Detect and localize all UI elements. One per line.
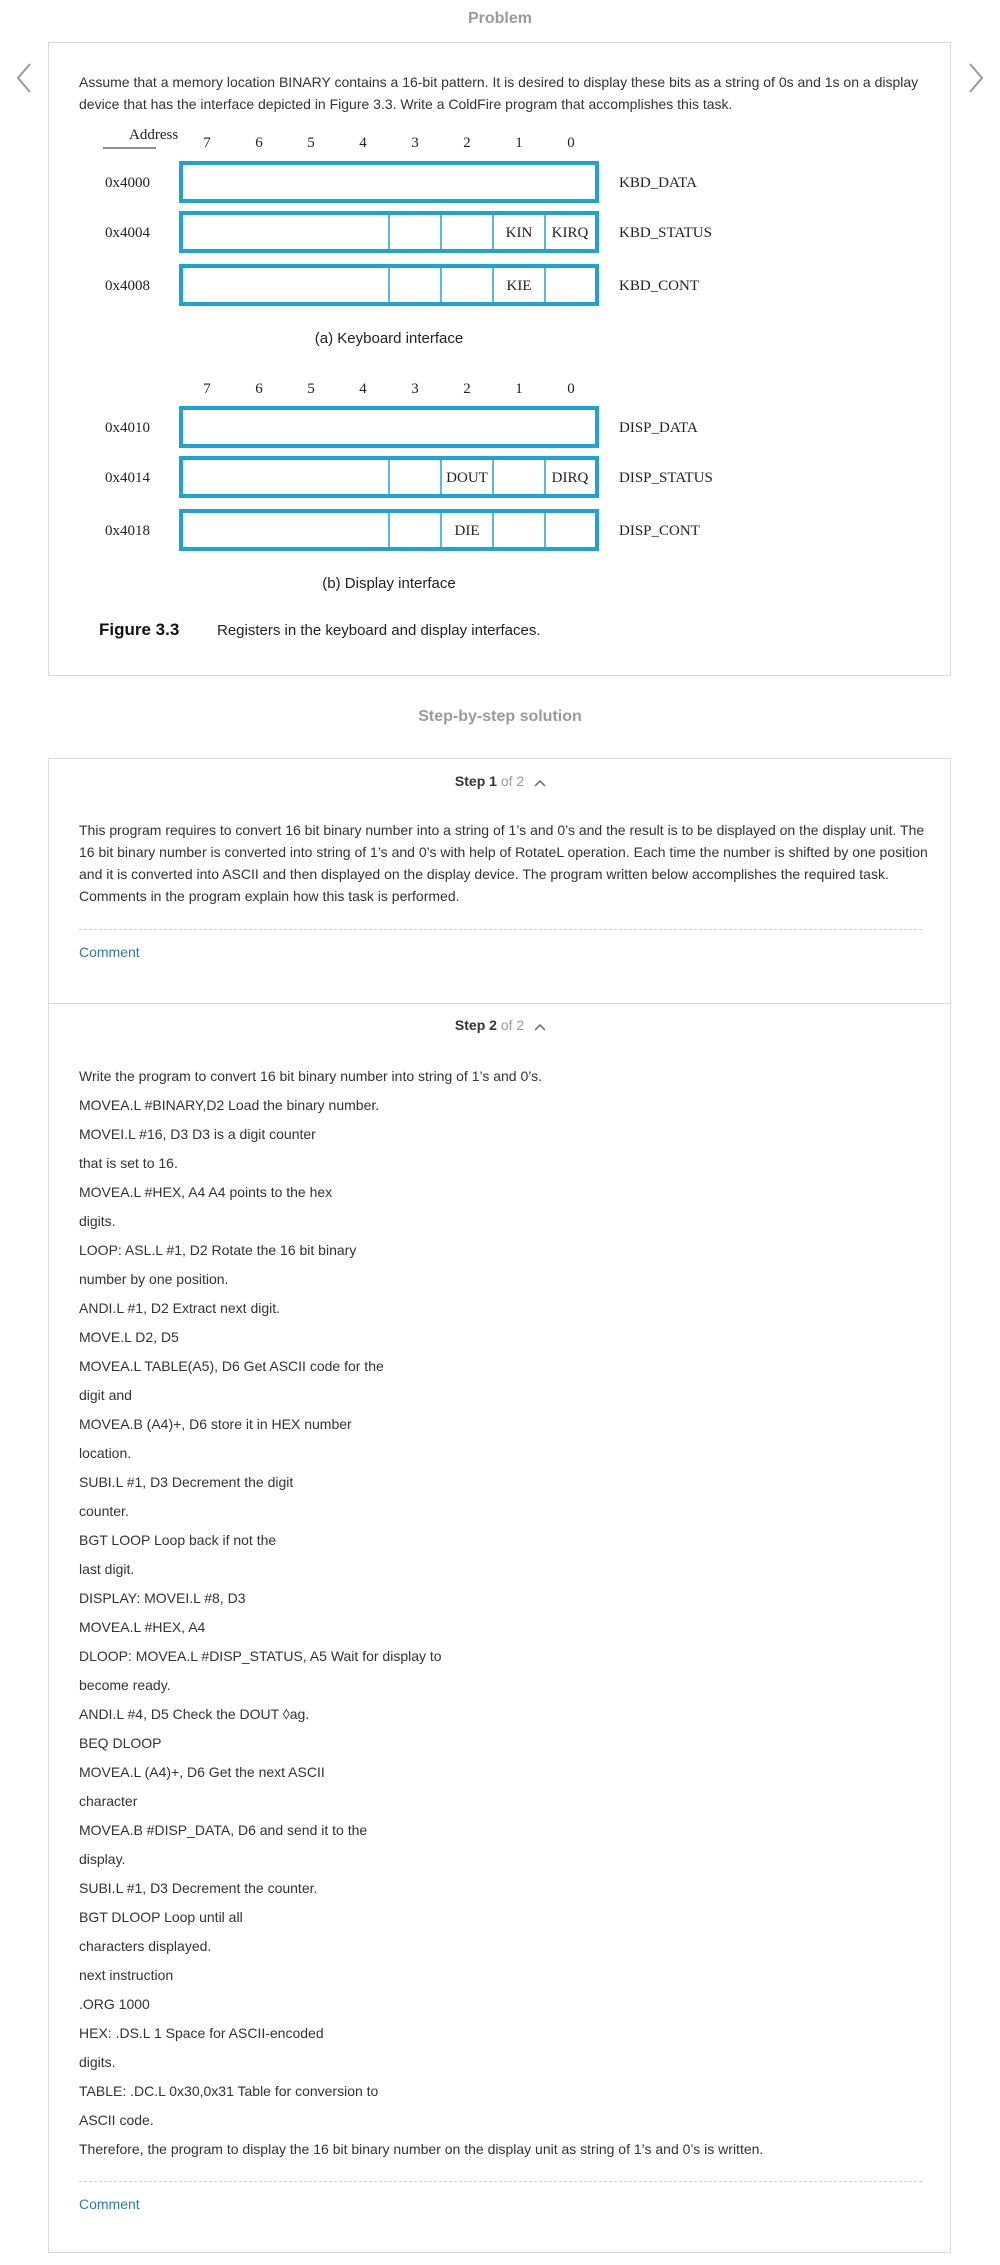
- code-line: BEQ DLOOP: [79, 1735, 162, 1751]
- bit-label: 4: [359, 381, 367, 397]
- previous-arrow-icon[interactable]: [12, 60, 36, 96]
- code-line: MOVE.L D2, D5: [79, 1329, 179, 1345]
- code-line: character: [79, 1793, 138, 1809]
- step-2-conclusion: Therefore, the program to display the 16 bit binary number on the display unit as string of 1’s and 0’s is written.: [79, 2141, 764, 2157]
- code-line: next instruction: [79, 1967, 174, 1983]
- code-line: MOVEA.L #BINARY,D2 Load the binary number.: [79, 1097, 380, 1113]
- display-bit-labels: [203, 381, 575, 397]
- code-line: MOVEA.B #DISP_DATA, D6 and send it to the: [79, 1822, 368, 1838]
- code-line: LOOP: ASL.L #1, D2 Rotate the 16 bit binary: [79, 1242, 357, 1258]
- code-line: HEX: .DS.L 1 Space for ASCII-encoded: [79, 2025, 324, 2041]
- code-line: DLOOP: MOVEA.L #DISP_STATUS, A5 Wait for display to: [79, 1648, 442, 1664]
- code-line: ASCII code.: [79, 2112, 154, 2128]
- register-box-kbd-data: [181, 163, 597, 201]
- register-name: KBD_CONT: [619, 278, 700, 294]
- code-line: display.: [79, 1851, 126, 1867]
- code-line: become ready.: [79, 1677, 171, 1693]
- bit-label: 0: [567, 135, 575, 151]
- bit-label: 1: [515, 381, 523, 397]
- step-1-text: This program requires to convert 16 bit binary number into a string of 1’s and 0’s and the result is to be displayed on the display unit. The 16 bit binary number is converted into string of 1’s and 0’s with help of RotateL operation. Each time the number is shifted by one position and it is converted into ASCII and then displayed on the display device. The program written below accomplishes the required task. Comments in the program explain how this task is performed.: [79, 822, 928, 904]
- bit-label: 0: [567, 381, 575, 397]
- register-address: 0x4014: [105, 470, 150, 486]
- bit-label: 1: [515, 135, 523, 151]
- cell-label: KIN: [505, 225, 533, 241]
- step-of-label: of 2: [500, 1017, 525, 1033]
- cell-label: DOUT: [446, 470, 488, 486]
- register-figure: [49, 43, 952, 677]
- step-1-comment-link[interactable]: Comment: [79, 944, 140, 960]
- code-line: MOVEI.L #16, D3 D3 is a digit counter: [79, 1126, 316, 1142]
- register-address: 0x4018: [105, 523, 150, 539]
- bit-label: 3: [411, 381, 419, 397]
- code-line: digits.: [79, 2054, 116, 2070]
- cell-label: DIE: [454, 523, 480, 539]
- solution-card: [48, 758, 951, 2253]
- code-line: SUBI.L #1, D3 Decrement the counter.: [79, 1880, 318, 1896]
- code-line: number by one position.: [79, 1271, 229, 1287]
- chevron-up-icon[interactable]: [534, 774, 546, 790]
- code-line: MOVEA.B (A4)+, D6 store it in HEX number: [79, 1416, 352, 1432]
- register-address: 0x4004: [105, 225, 150, 241]
- register-name: DISP_DATA: [619, 420, 698, 436]
- keyboard-caption: (a) Keyboard interface: [314, 330, 464, 347]
- register-name: DISP_CONT: [619, 523, 700, 539]
- bit-label: 6: [255, 135, 263, 151]
- next-arrow-icon[interactable]: [964, 60, 988, 96]
- bit-label: 5: [307, 135, 315, 151]
- code-line: DISPLAY: MOVEI.L #8, D3: [79, 1590, 246, 1606]
- code-line: that is set to 16.: [79, 1155, 178, 1171]
- figure-caption: Registers in the keyboard and display interfaces.: [217, 622, 541, 639]
- cell-label: KIRQ: [551, 225, 589, 241]
- bit-label: 4: [359, 135, 367, 151]
- step-2-divider: [79, 2181, 922, 2182]
- keyboard-bit-labels: [203, 135, 575, 151]
- bit-label: 3: [411, 135, 419, 151]
- bit-label: 6: [255, 381, 263, 397]
- problem-text: Assume that a memory location BINARY contains a 16-bit pattern. It is desired to display these bits as a string of 0s and 1s on a display device that has the interface depicted in Figure 3.3. Write a ColdFire program that accomplishes this task.: [79, 74, 919, 112]
- code-line: ANDI.L #1, D2 Extract next digit.: [79, 1300, 281, 1316]
- code-line: BGT LOOP Loop back if not the: [79, 1532, 277, 1548]
- bit-label: 7: [203, 381, 211, 397]
- code-line: location.: [79, 1445, 132, 1461]
- problem-card: [48, 42, 951, 676]
- step-2-comment-link[interactable]: Comment: [79, 2196, 140, 2212]
- chevron-up-icon[interactable]: [534, 1018, 546, 1034]
- register-address: 0x4000: [105, 175, 150, 191]
- bit-label: 2: [463, 381, 471, 397]
- figure-label: Figure 3.3: [99, 620, 180, 639]
- register-name: KBD_DATA: [619, 175, 697, 191]
- code-line: counter.: [79, 1503, 129, 1519]
- register-address: 0x4010: [105, 420, 150, 436]
- cell-label: KIE: [506, 278, 532, 294]
- code-line: MOVEA.L #HEX, A4: [79, 1619, 206, 1635]
- code-line: ANDI.L #4, D5 Check the DOUT ◊ag.: [79, 1706, 310, 1722]
- step-of-label: of 2: [500, 773, 525, 789]
- code-line: digits.: [79, 1213, 116, 1229]
- display-caption: (b) Display interface: [322, 575, 456, 592]
- problem-title: Problem: [467, 10, 532, 27]
- bit-label: 2: [463, 135, 471, 151]
- step-1-header[interactable]: [49, 773, 952, 790]
- register-name: KBD_STATUS: [619, 225, 712, 241]
- solution-title: Step-by-step solution: [418, 708, 582, 725]
- step-2-header[interactable]: [49, 1017, 952, 1034]
- cell-label: DIRQ: [551, 470, 589, 486]
- code-line: MOVEA.L #HEX, A4 A4 points to the hex: [79, 1184, 333, 1200]
- code-line: SUBI.L #1, D3 Decrement the digit: [79, 1474, 294, 1490]
- register-box-disp-data: [181, 408, 597, 446]
- step-separator: [49, 1003, 950, 1004]
- bit-label: 5: [307, 381, 315, 397]
- step-2-intro: Write the program to convert 16 bit binary number into string of 1’s and 0’s.: [79, 1068, 543, 1084]
- code-line: characters displayed.: [79, 1938, 212, 1954]
- code-line: .ORG 1000: [79, 1996, 150, 2012]
- bit-label: 7: [203, 135, 211, 151]
- code-line: last digit.: [79, 1561, 135, 1577]
- register-name: DISP_STATUS: [619, 470, 713, 486]
- code-line: digit and: [79, 1387, 132, 1403]
- step-label: Step 2: [454, 1017, 497, 1033]
- step-label: Step 1: [454, 773, 497, 789]
- code-line: MOVEA.L TABLE(A5), D6 Get ASCII code for the: [79, 1358, 384, 1374]
- register-address: 0x4008: [105, 278, 150, 294]
- code-line: MOVEA.L (A4)+, D6 Get the next ASCII: [79, 1764, 325, 1780]
- code-line: BGT DLOOP Loop until all: [79, 1909, 243, 1925]
- code-line: TABLE: .DC.L 0x30,0x31 Table for conversion to: [79, 2083, 379, 2099]
- address-header: Address: [129, 127, 179, 143]
- step-2-body: [79, 1065, 929, 2167]
- step-1-divider: [79, 929, 922, 930]
